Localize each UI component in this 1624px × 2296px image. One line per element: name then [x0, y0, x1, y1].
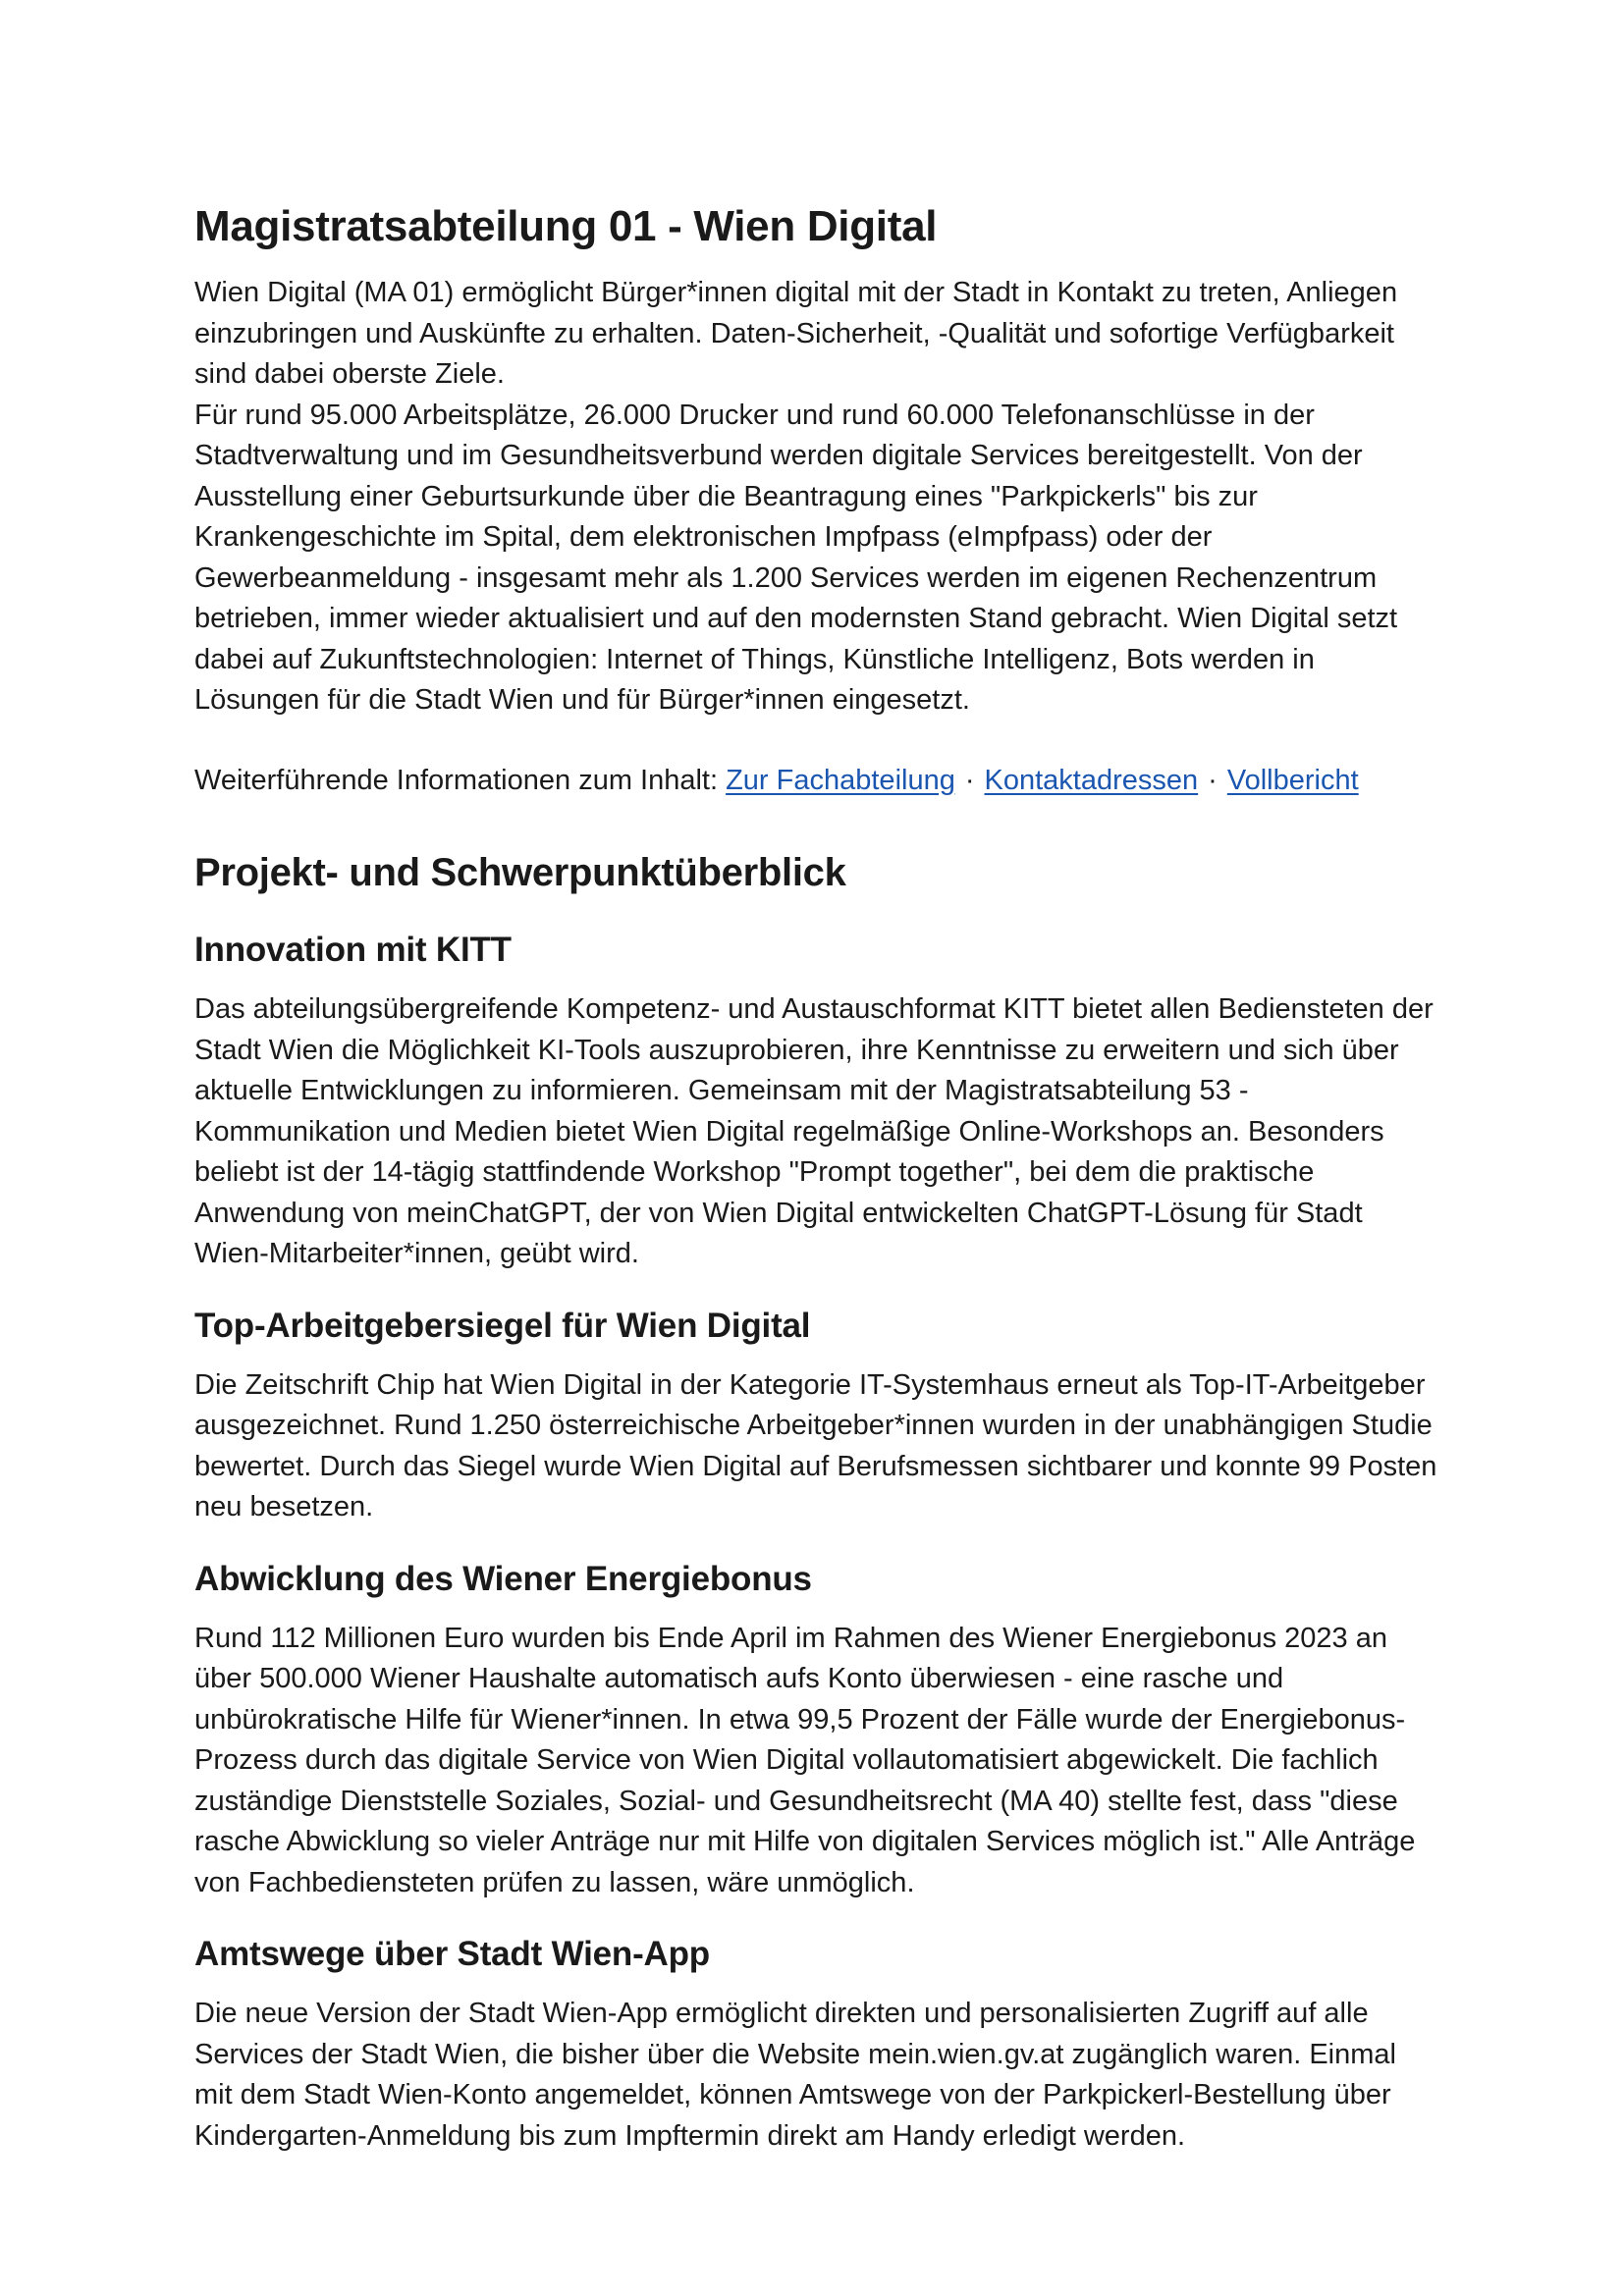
intro-paragraph-2: Für rund 95.000 Arbeitsplätze, 26.000 Drucker und rund 60.000 Telefonanschlüsse in der Stadtverwaltung und im Gesundheitsverbund werden digitale Services bereitgestellt. Von der Ausstellung einer Geburtsurkunde über die Beantragung eines "Parkpickerls" bis zur Krankengeschichte im Spital, dem elektronischen Impfpass (eImpfpass) oder der Gewerbeanmeldung - insgesamt mehr als 1.200 Services werden im eigenen Rechenzentrum betrieben, immer wieder aktualisiert und auf den modernsten Stand gebracht. Wien Digital setzt dabei auf Zukunftstechnologien: Internet of Things, Künstliche Intelligenz, Bots werden in Lösungen für die Stadt Wien und für Bürger*innen eingesetzt. — [194, 399, 1398, 716]
section-text: Die neue Version der Stadt Wien-App ermöglicht direkten und personalisierten Zugriff auf alle Services der Stadt Wien, die bisher über die Website mein.wien.gv.at zugänglich waren. Einmal mit dem Stadt Wien-Konto angemeldet, können Amtswege von der Parkpickerl-Bestellung über Kindergarten-Anmeldung bis zum Impftermin direkt am Handy erledigt werden. — [194, 1998, 1396, 2152]
intro-paragraph-1: Wien Digital (MA 01) ermöglicht Bürger*innen digital mit der Stadt in Kontakt zu treten, Anliegen einzubringen und Auskünfte zu erhalten. Daten-Sicherheit, -Qualität und sofortige Verfügbarkeit sind dabei oberste Ziele. — [194, 277, 1398, 390]
section-text: Das abteilungsübergreifende Kompetenz- und Austauschformat KITT bietet allen Bediensteten der Stadt Wien die Möglichkeit KI-Tools auszuprobieren, ihre Kenntnisse zu erweitern und sich über aktuelle Entwicklungen zu informieren. Gemeinsam mit der Magistratsabteilung 53 - Kommunikation und Medien bietet Wien Digital regelmäßige Online-Workshops an. Besonders beliebt ist der 14-tägig stattfindende Workshop "Prompt together", bei dem die praktische Anwendung von meinChatGPT, der von Wien Digital entwickelten ChatGPT-Lösung für Stadt Wien-Mitarbeiter*innen, geübt wird. — [194, 993, 1434, 1269]
section-heading: Abwicklung des Wiener Energiebonus — [194, 1559, 812, 1598]
further-info-label: Weiterführende Informationen zum Inhalt: — [194, 764, 719, 796]
section-stadt-wien-app — [194, 1929, 1441, 2157]
section-text: Rund 112 Millionen Euro wurden bis Ende April im Rahmen des Wiener Energiebonus 2023 an über 500.000 Wiener Haushalte automatisch aufs Konto überwiesen - eine rasche und unbürokratische Hilfe für Wiener*innen. In etwa 99,5 Prozent der Fälle wurde der Energiebonus-Prozess durch das digitale Service von Wien Digital vollautomatisiert abgewickelt. Die fachlich zuständige Dienststelle Soziales, Sozial- und Gesundheitsrecht (MA 40) stellte fest, dass "diese rasche Abwicklung so vieler Anträge nur mit Hilfe von digitalen Services möglich ist." Alle Anträge von Fachbediensteten prüfen zu lassen, wäre unmöglich. — [194, 1622, 1416, 1898]
further-info-line — [194, 761, 1441, 802]
overview-heading: Projekt- und Schwerpunktüberblick — [194, 851, 846, 894]
document-page — [194, 194, 1441, 2157]
link-kontaktadressen[interactable]: Kontaktadressen — [984, 764, 1199, 796]
section-top-arbeitgebersiegel — [194, 1301, 1441, 1528]
link-separator: · — [964, 764, 975, 796]
section-energiebonus — [194, 1554, 1441, 1904]
section-heading: Amtswege über Stadt Wien-App — [194, 1935, 710, 1973]
link-vollbericht[interactable]: Vollbericht — [1226, 764, 1359, 796]
section-heading: Top-Arbeitgebersiegel für Wien Digital — [194, 1306, 811, 1345]
page-title: Magistratsabteilung 01 - Wien Digital — [194, 202, 938, 250]
link-fachabteilung[interactable]: Zur Fachabteilung — [726, 764, 955, 796]
section-heading: Innovation mit KITT — [194, 931, 512, 969]
section-text: Die Zeitschrift Chip hat Wien Digital in der Kategorie IT-Systemhaus erneut als Top-IT-Arbeitgeber ausgezeichnet. Rund 1.250 österreichische Arbeitgeber*innen wurden in der unabhängigen Studie bewertet. Durch das Siegel wurde Wien Digital auf Berufsmessen sichtbarer und konnte 99 Posten neu besetzen. — [194, 1368, 1437, 1522]
link-separator: · — [1208, 764, 1218, 796]
section-innovation-kitt — [194, 925, 1441, 1275]
